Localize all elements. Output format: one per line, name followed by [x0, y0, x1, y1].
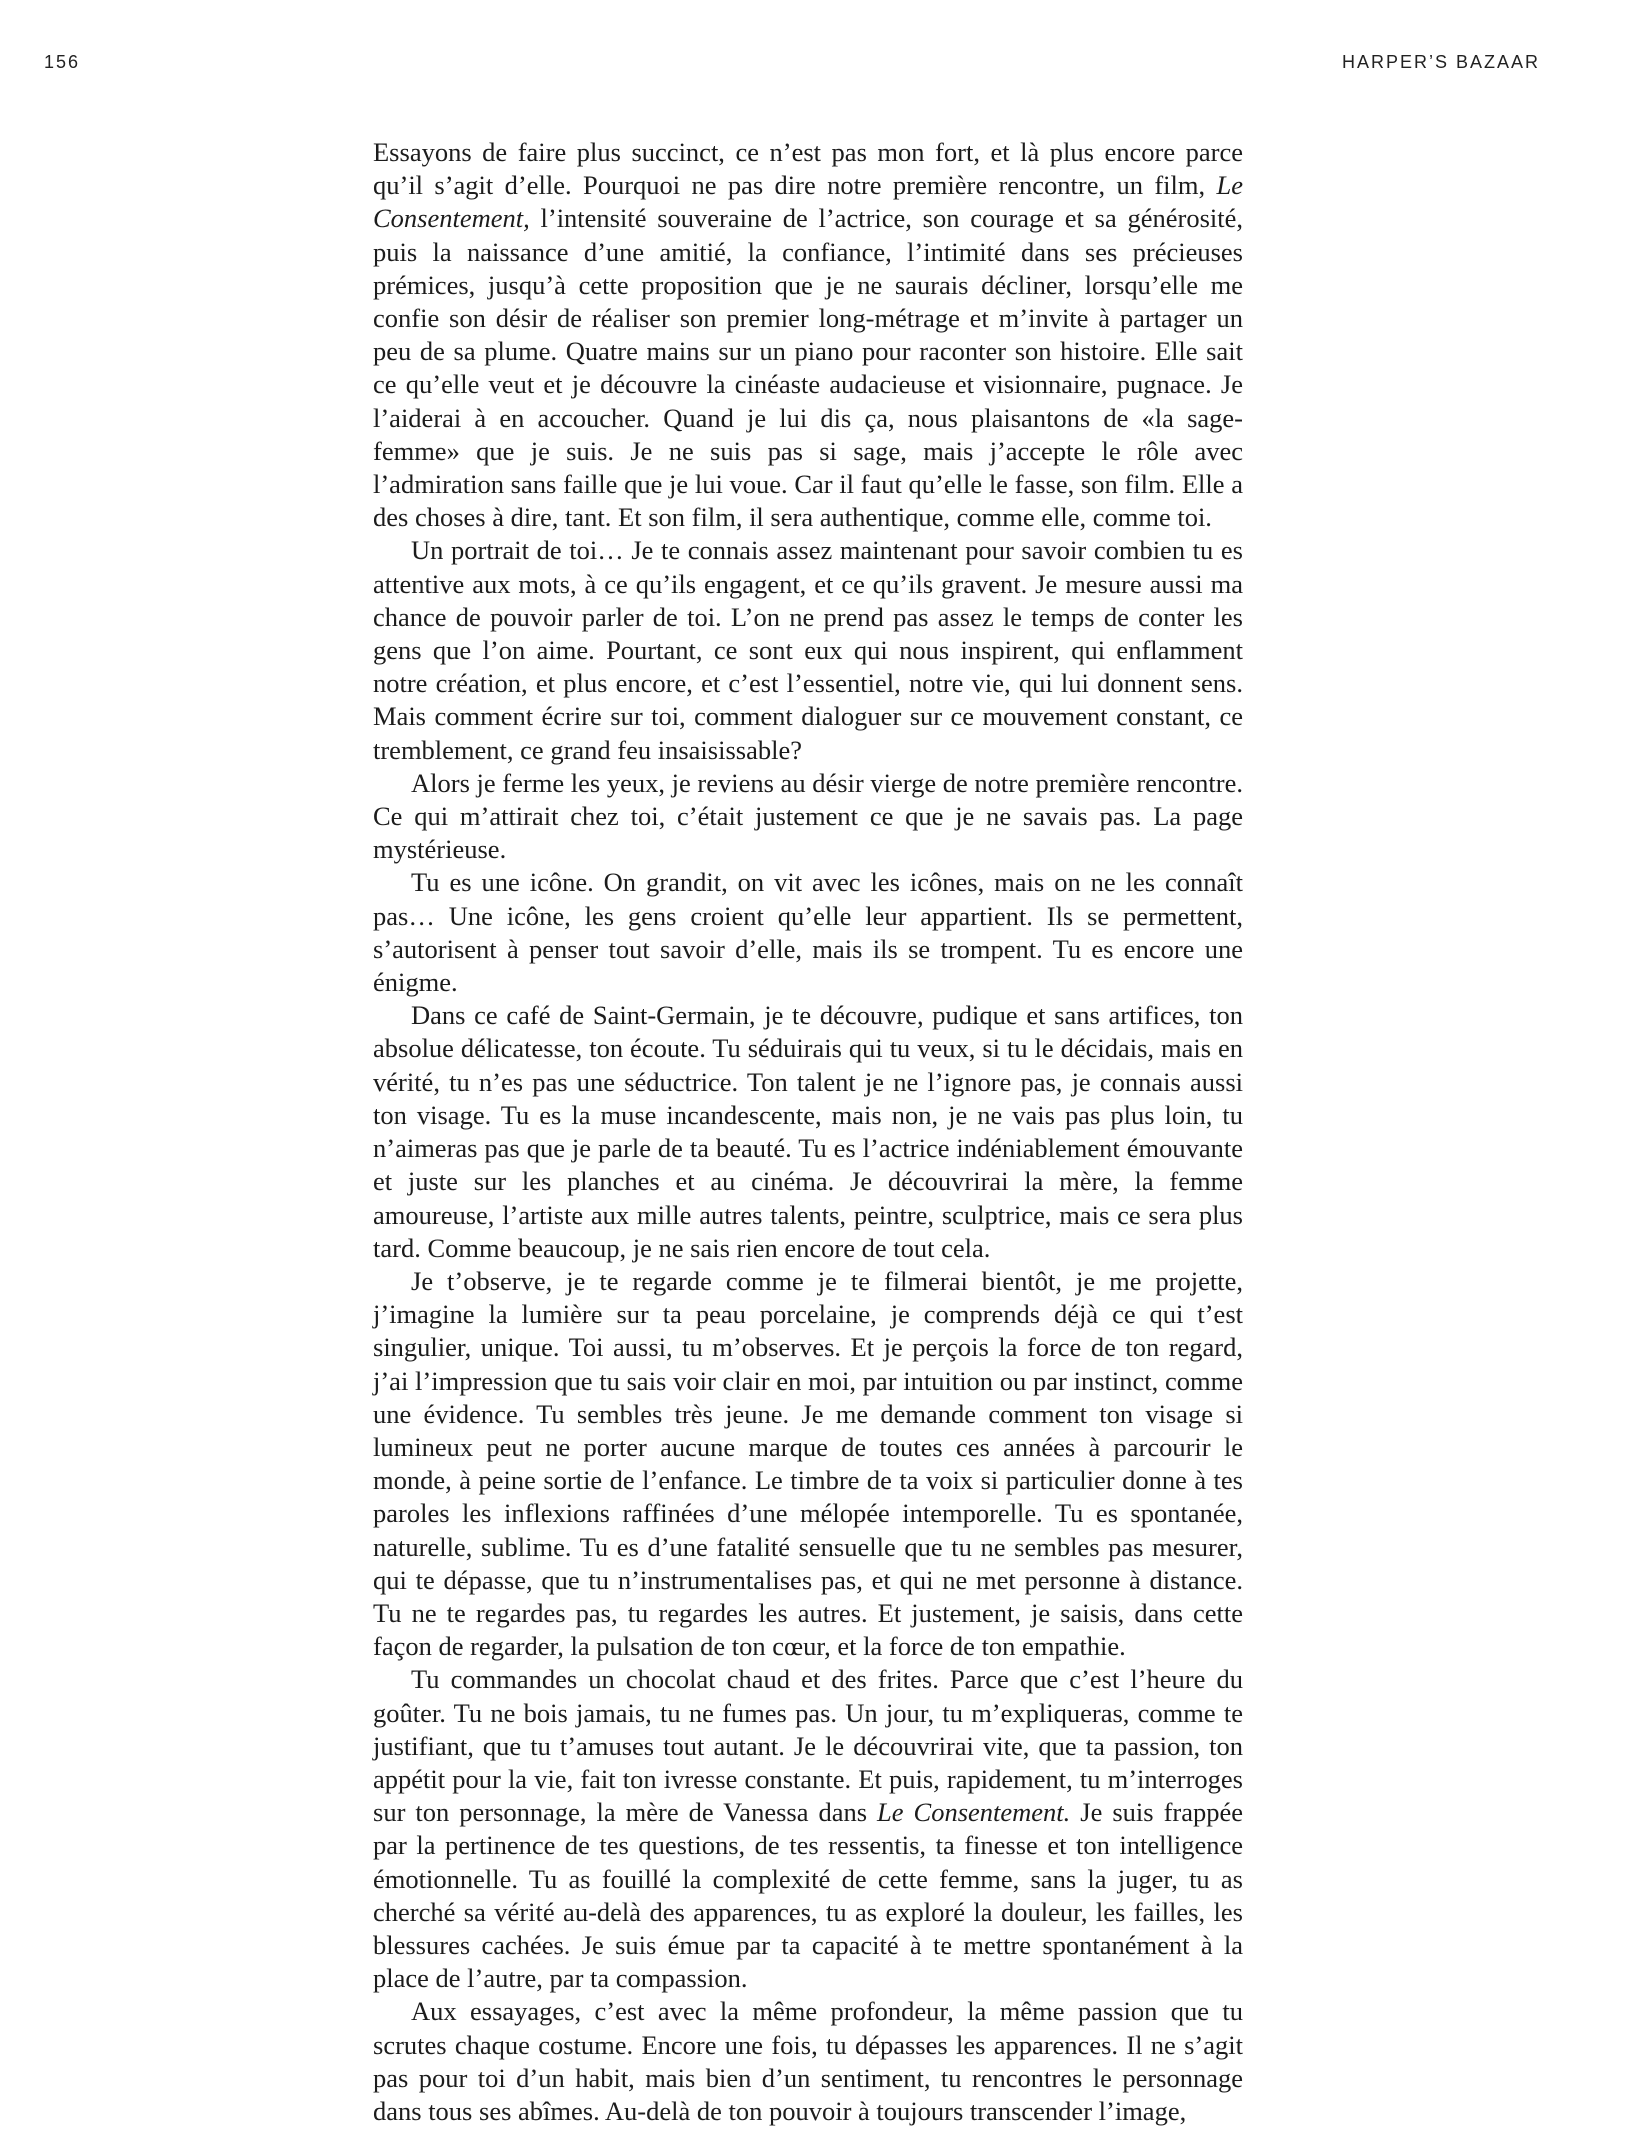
film-title: Le Consentement, — [373, 170, 1243, 234]
text-segment: Tu es une icône. On grandit, on vit avec les icônes, mais on ne les connaît pas… Une icône, les gens croient qu’elle leur appartient. Ils se permettent, s’autorisent à penser tout savoir d’elle, mais ils se trompent. Tu es encore une énigme. — [373, 867, 1243, 998]
text-segment: Tu commandes un chocolat chaud et des frites. Parce que c’est l’heure du goûter. Tu ne bois jamais, tu ne fumes pas. Un jour, tu m’expliqueras, comme te justifiant, que tu t’amuses tout autant. Je le découvrirai vite, que ta passion, ton appétit pour la vie, fait ton ivresse constante. Et puis, rapidement, tu m’interroges sur ton personnage, la mère de Vanessa dans — [373, 1664, 1243, 1828]
paragraph-4 — [373, 866, 1243, 999]
text-segment: Un portrait de toi… Je te connais assez maintenant pour savoir combien tu es attentive aux mots, à ce qu’ils engagent, et ce qu’ils gravent. Je mesure aussi ma chance de pouvoir parler de toi. L’on ne prend pas assez le temps de conter les gens que l’on aime. Pourtant, ce sont eux qui nous inspirent, qui enflamment notre création, et plus encore, et c’est l’essentiel, notre vie, qui lui donnent sens. Mais comment écrire sur toi, comment dialoguer sur ce mouvement constant, ce tremblement, ce grand feu insaisissable? — [373, 535, 1243, 765]
text-segment: Alors je ferme les yeux, je reviens au désir vierge de notre première rencontre. Ce qui m’attirait chez toi, c’était justement ce que je ne savais pas. La page mystérieuse. — [373, 767, 1243, 865]
paragraph-3 — [373, 767, 1243, 867]
text-segment: Dans ce café de Saint-Germain, je te découvre, pudique et sans artifices, ton absolue délicatesse, ton écoute. Tu séduirais qui tu veux, si tu le décidais, mais en vérité, tu n’es pas une séductrice. Ton talent je ne l’ignore pas, je connais aussi ton visage. Tu es la muse incandescente, mais non, je ne vais pas plus loin, tu n’aimeras pas que je parle de ta beauté. Tu es l’actrice indéniablement émouvante et juste sur les planches et au cinéma. Je découvrirai la mère, la femme amoureuse, l’artiste aux mille autres talents, peintre, sculptrice, mais ce sera plus tard. Comme beaucoup, je ne sais rien encore de tout cela. — [373, 1000, 1243, 1263]
text-segment: Je t’observe, je te regarde comme je te filmerai bientôt, je me projette, j’imagine la lumière sur ta peau porcelaine, je comprends déjà ce qui t’est singulier, unique. Toi aussi, tu m’observes. Et je perçois la force de ton regard, j’ai l’impression que tu sais voir clair en moi, par intuition ou par instinct, comme une évidence. Tu sembles très jeune. Je me demande comment ton visage si lumineux peut ne porter aucune marque de toutes ces années à parcourir le monde, à peine sortie de l’enfance. Le timbre de ta voix si particulier donne à tes paroles les inflexions raffinées d’une mélopée intemporelle. Tu es spontanée, naturelle, sublime. Tu es d’une fatalité sensuelle que tu ne sembles pas mesurer, qui te dépasse, que tu n’instrumentalises pas, et qui ne met personne à distance. Tu ne te regardes pas, tu regardes les autres. Et justement, je saisis, dans cette façon de regarder, la pulsation de ton cœur, et la force de ton empathie. — [373, 1265, 1243, 1662]
text-segment: Aux essayages, c’est avec la même profondeur, la même passion que tu scrutes chaque costume. Encore une fois, tu dépasses les apparences. Il ne s’agit pas pour toi d’un habit, mais bien d’un sentiment, tu rencontres le personnage dans tous ses abîmes. Au-delà de ton pouvoir à toujours transcender l’image, — [373, 1996, 1243, 2126]
article-body — [373, 136, 1243, 2128]
magazine-name: HARPER’S BAZAAR — [1341, 52, 1540, 72]
paragraph-1 — [373, 136, 1243, 534]
text-segment: l’intensité souveraine de l’actrice, son courage et sa générosité, puis la naissance d’une amitié, la confiance, l’intimité dans ses précieuses prémices, jusqu’à cette proposition que je ne saurais décliner, lorsqu’elle me confie son désir de réaliser son premier long-métrage et m’invite à partager un peu de sa plume. Quatre mains sur un piano pour raconter son histoire. Elle sait ce qu’elle veut et je découvre la cinéaste audacieuse et visionnaire, pugnace. Je l’aiderai à en accoucher. Quand je lui dis ça, nous plaisantons de «la sage-femme» que je suis. Je ne suis pas si sage, mais j’accepte le rôle avec l’admiration sans faille que je lui voue. Car il faut qu’elle le fasse, son film. Elle a des choses à dire, tant. Et son film, il sera authentique, comme elle, comme toi. — [373, 203, 1243, 533]
text-segment: Essayons de faire plus succinct, ce n’est pas mon fort, et là plus encore parce qu’il s’agit d’elle. Pourquoi ne pas dire notre première rencontre, un film, — [373, 137, 1243, 201]
film-title: Le Consentement. — [877, 1797, 1071, 1828]
paragraph-8 — [373, 1995, 1243, 2128]
paragraph-2 — [373, 534, 1243, 766]
paragraph-6 — [373, 1265, 1243, 1663]
paragraph-5 — [373, 999, 1243, 1265]
text-segment: Je suis frappée par la pertinence de tes questions, de tes ressentis, ta finesse et ton intelligence émotionnelle. Tu as fouillé la complexité de cette femme, sans la juger, tu as cherché sa vérité au-delà des apparences, tu as exploré la douleur, les failles, les blessures cachées. Je suis émue par ta capacité à te mettre spontanément à la place de l’autre, par ta compassion. — [373, 1797, 1244, 1994]
paragraph-7 — [373, 1663, 1243, 1995]
page-number: 156 — [44, 52, 81, 72]
